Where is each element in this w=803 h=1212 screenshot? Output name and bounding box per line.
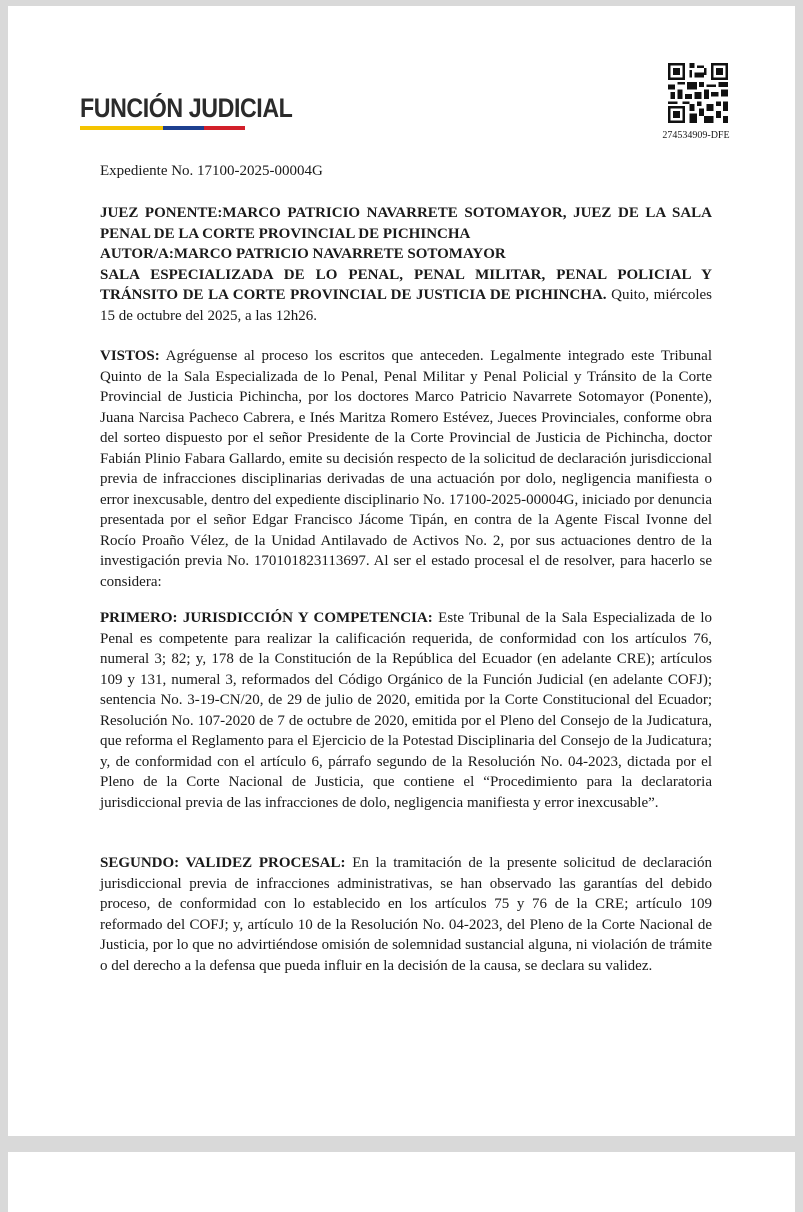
flag-blue — [163, 126, 204, 130]
juez-ponente-line: JUEZ PONENTE:MARCO PATRICIO NAVARRETE SOTOMAYOR, JUEZ DE LA SALA PENAL DE LA CORTE PROVINCIAL DE PICHINCHA — [100, 205, 712, 242]
sala-line — [100, 265, 712, 327]
flag-red — [204, 126, 245, 130]
qr-code-icon — [668, 63, 728, 123]
primero-section — [100, 608, 712, 813]
funcion-judicial-logo — [80, 94, 327, 130]
document-header — [100, 203, 712, 326]
vistos-heading: VISTOS: — [100, 348, 160, 364]
segundo-text: En la tramitación de la presente solicitud de declaración jurisdiccional previa de infracciones administrativas, se han observado las garantías del debido proceso, de conformidad con lo establecido en los artículos 75 y 76 de la CRE; artículo 109 reformado del COFJ; y, artículo 10 de la Resolución No. 04-2023, del Pleno de la Corte Nacional de Justicia, por lo que no advirtiéndose omisión de solemnidad sustancial alguna, ni violación de trámite o del derecho a la defensa que pueda influir en la decisión de la causa, se declara su validez. — [100, 855, 712, 974]
qr-code-label: 274534909-DFE — [662, 130, 730, 141]
autor-line: AUTOR/A:MARCO PATRICIO NAVARRETE SOTOMAYOR — [100, 246, 506, 262]
vistos-text: Agréguense al proceso los escritos que anteceden. Legalmente integrado este Tribunal Quinto de la Sala Especializada de lo Penal, Penal Militar y Penal Policial y Tránsito de la Corte Provincial de Justicia Pichincha, por los doctores Marco Patricio Navarrete Sotomayor (Ponente), Juana Narcisa Pacheco Cabrera, e Inés Maritza Romero Estévez, Jueces Provinciales, conforme obra del sorteo dispuesto por el señor Presidente de la Corte Provincial de Justicia de Pichincha, doctor Fabián Plinio Fabara Gallardo, emite su decisión respecto de la solicitud de declaración jurisdiccional previa de infracciones disciplinarias derivadas de una actuación por dolo, negligencia manifiesta o error inexcusable, dentro del expediente disciplinario No. 17100-2025-00004G, iniciado por denuncia presentada por el señor Edgar Francisco Jácome Tipán, en contra de la Agente Fiscal Ivonne del Rocío Proaño Vélez, de la Unidad Antilavado de Activos No. 2, por sus actuaciones dentro de la investigación previa No. 170101823113697. Al ser el estado procesal el de resolver, para hacerlo se considera: — [100, 348, 712, 590]
logo-flag-stripe — [80, 126, 245, 130]
segundo-section — [100, 853, 712, 976]
expediente-number: Expediente No. 17100-2025-00004G — [100, 163, 323, 179]
primero-heading: PRIMERO: JURISDICCIÓN Y COMPETENCIA: — [100, 610, 433, 626]
logo-text: FUNCIÓN JUDICIAL — [80, 93, 293, 123]
segundo-heading: SEGUNDO: VALIDEZ PROCESAL: — [100, 855, 346, 871]
primero-text: Este Tribunal de la Sala Especializada de lo Penal es competente para realizar la calificación requerida, de conformidad con los artículos 76, numeral 3; 82; y, 178 de la Constitución de la República del Ecuador (en adelante CRE); artículos 109 y 131, numeral 3, reformados del Código Orgánico de la Función Judicial (en adelante COFJ); sentencia No. 3-19-CN/20, de 29 de julio de 2020, emitida por la Corte Constitucional del Ecuador; Resolución No. 107-2020 de 7 de octubre de 2020, emitida por el Pleno del Consejo de la Judicatura, que reforma el Reglamento para el Ejercicio de la Potestad Disciplinaria del Consejo de la Judicatura; y, de conformidad con el artículo 6, párrafo segundo de la Resolución No. 04-2023, dictada por el Pleno de la Corte Nacional de Justicia, que contiene el “Procedimiento para la declaratoria jurisdiccional previa de las infracciones de dolo, negligencia manifiesta y error inexcusable”. — [100, 610, 712, 811]
flag-yellow — [80, 126, 163, 130]
date-line: Quito, miércoles 15 de octubre del 2025, a las 12h26. — [100, 287, 712, 324]
sala-name: SALA ESPECIALIZADA DE LO PENAL, PENAL MILITAR, PENAL POLICIAL Y TRÁNSITO DE LA CORTE PROVINCIAL DE JUSTICIA DE PICHINCHA. — [100, 266, 712, 303]
document-page — [8, 6, 795, 1136]
vistos-section — [100, 346, 712, 592]
next-page-edge — [8, 1152, 795, 1212]
